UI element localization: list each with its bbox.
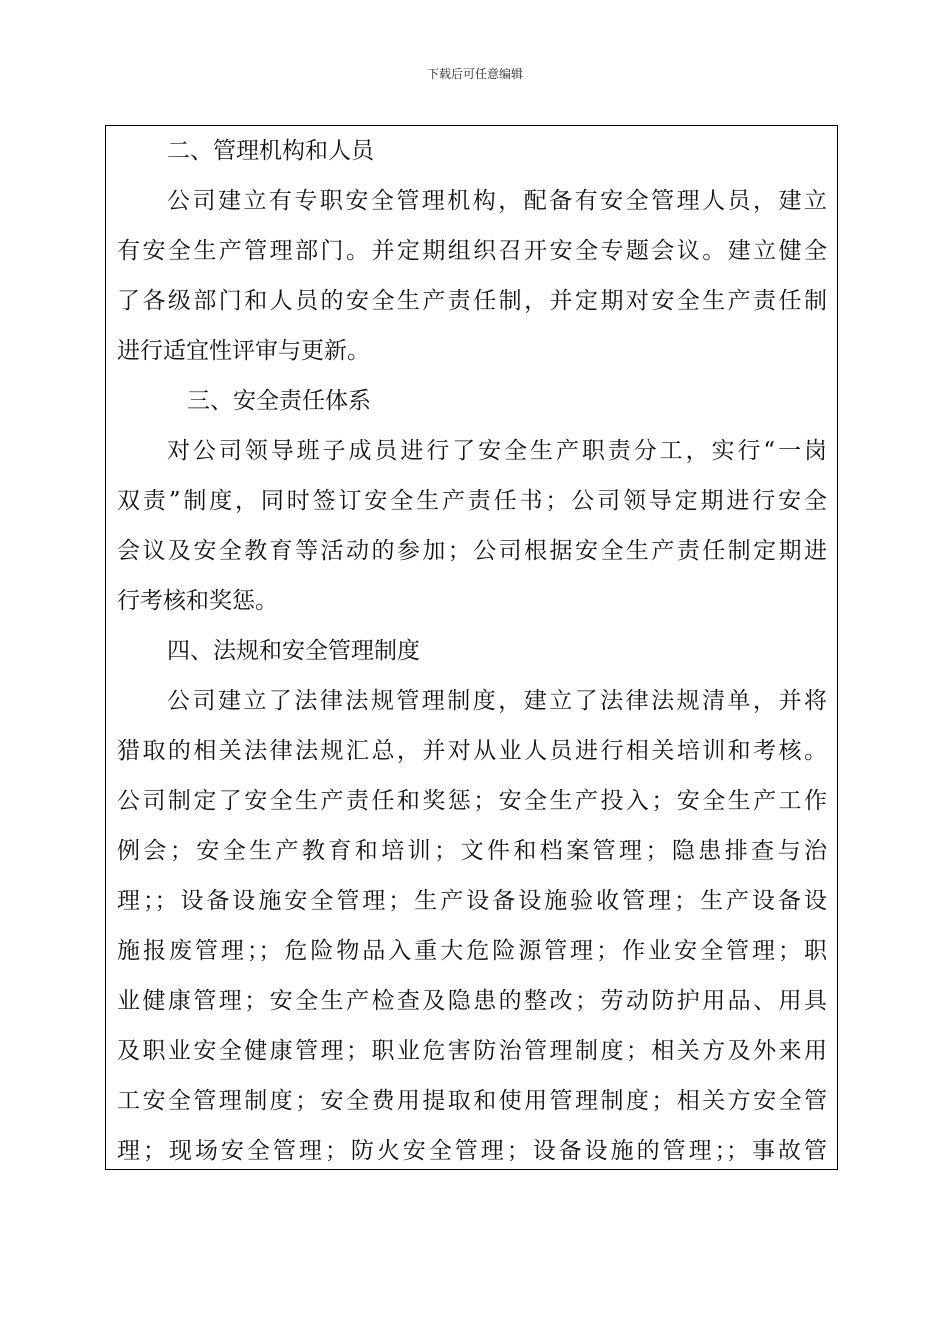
paragraph-line: [117, 1126, 827, 1170]
text-line: 工安全管理制度；安全费用提取和使用管理制度；相关方安全管: [117, 1088, 827, 1114]
text-line: 理；现场安全管理；防火安全管理；设备设施的管理；；事故管: [117, 1138, 827, 1164]
paragraph-line: [117, 426, 827, 476]
text-line: 业健康管理；安全生产检查及隐患的整改；劳动防护用品、用具: [117, 988, 827, 1014]
paragraph-line: [117, 1026, 827, 1076]
text-line: 例会；安全生产教育和培训；文件和档案管理；隐患排查与治: [117, 838, 827, 864]
document-body: [117, 126, 827, 1170]
text-line: 二、管理机构和人员: [167, 138, 374, 164]
paragraph-line: [117, 726, 827, 776]
text-line: 公司制定了安全生产责任和奖惩；安全生产投入；安全生产工作: [117, 788, 827, 814]
document-frame: [105, 125, 838, 1170]
text-line: 三、安全责任体系: [187, 388, 371, 414]
paragraph-line: [117, 576, 827, 626]
text-line: 会议及安全教育等活动的参加；公司根据安全生产责任制定期进: [117, 538, 827, 564]
paragraph-line: [117, 526, 827, 576]
text-line: 公司建立了法律法规管理制度，建立了法律法规清单，并将: [167, 688, 827, 714]
paragraph-line: [117, 176, 827, 226]
page-header: 下载后可任意编辑: [426, 67, 523, 81]
text-line: 行考核和奖惩。: [117, 588, 278, 614]
paragraph-line: [117, 876, 827, 926]
paragraph-line: [117, 276, 827, 326]
section-heading: [117, 126, 827, 176]
paragraph-line: [117, 676, 827, 726]
paragraph-line: [117, 476, 827, 526]
text-line: 对公司领导班子成员进行了安全生产职责分工，实行“一岗: [167, 438, 827, 464]
text-line: 了各级部门和人员的安全生产责任制，并定期对安全生产责任制: [117, 288, 827, 314]
text-line: 双责”制度，同时签订安全生产责任书；公司领导定期进行安全: [117, 488, 827, 514]
text-line: 有安全生产管理部门。并定期组织召开安全专题会议。建立健全: [117, 238, 827, 264]
text-line: 施报废管理；；危险物品入重大危险源管理；作业安全管理；职: [117, 938, 827, 964]
paragraph-line: [117, 226, 827, 276]
paragraph-line: [117, 326, 827, 376]
text-line: 及职业安全健康管理；职业危害防治管理制度；相关方及外来用: [117, 1038, 827, 1064]
paragraph-line: [117, 976, 827, 1026]
text-line: 四、法规和安全管理制度: [167, 638, 420, 664]
section-heading: [117, 626, 827, 676]
text-line: 猎取的相关法律法规汇总，并对从业人员进行相关培训和考核。: [117, 738, 827, 764]
section-heading: [117, 376, 827, 426]
paragraph-line: [117, 1076, 827, 1126]
text-line: 公司建立有专职安全管理机构，配备有安全管理人员，建立: [167, 188, 827, 214]
paragraph-line: [117, 826, 827, 876]
paragraph-line: [117, 926, 827, 976]
text-line: 理；；设备设施安全管理；生产设备设施验收管理；生产设备设: [117, 888, 827, 914]
text-line: 进行适宜性评审与更新。: [117, 338, 370, 364]
paragraph-line: [117, 776, 827, 826]
